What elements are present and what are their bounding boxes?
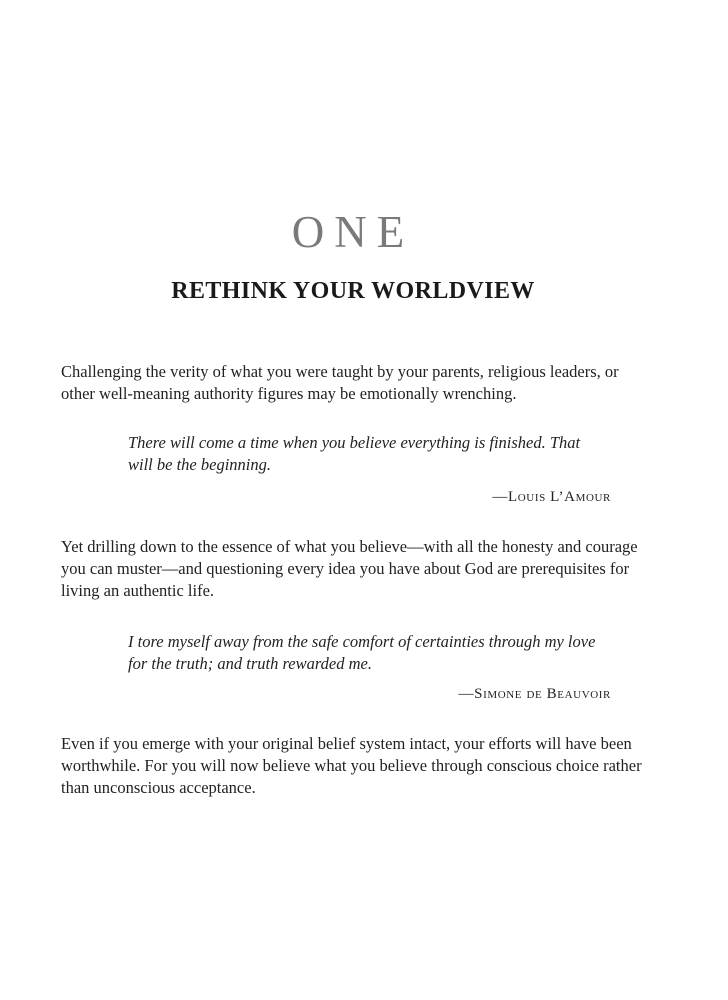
body-paragraph-2: Yet drilling down to the essence of what you believe—with all the honesty and courage you can muster—and questioning every idea you have about God are prerequisites for living an authentic life. xyxy=(61,537,638,600)
epigraph-author-2: —Simone de Beauvoir xyxy=(458,686,611,702)
chapter-title: RETHINK YOUR WORLDVIEW xyxy=(171,278,535,304)
epigraph-quote-1: There will come a time when you believe everything is finished. That will be the beginning. xyxy=(128,433,581,474)
body-paragraph-1: Challenging the verity of what you were taught by your parents, religious leaders, or other well-meaning authority figures may be emotionally wrenching. xyxy=(61,362,619,403)
epigraph-quote-2: I tore myself away from the safe comfort of certainties through my love for the truth; and truth rewarded me. xyxy=(128,632,596,673)
epigraph-author-1: —Louis L’Amour xyxy=(492,489,611,505)
body-paragraph-3: Even if you emerge with your original belief system intact, your efforts will have been worthwhile. For you will now believe what you believe through conscious choice rather than unconscious acceptance. xyxy=(61,734,642,797)
chapter-number: ONE xyxy=(291,207,415,257)
